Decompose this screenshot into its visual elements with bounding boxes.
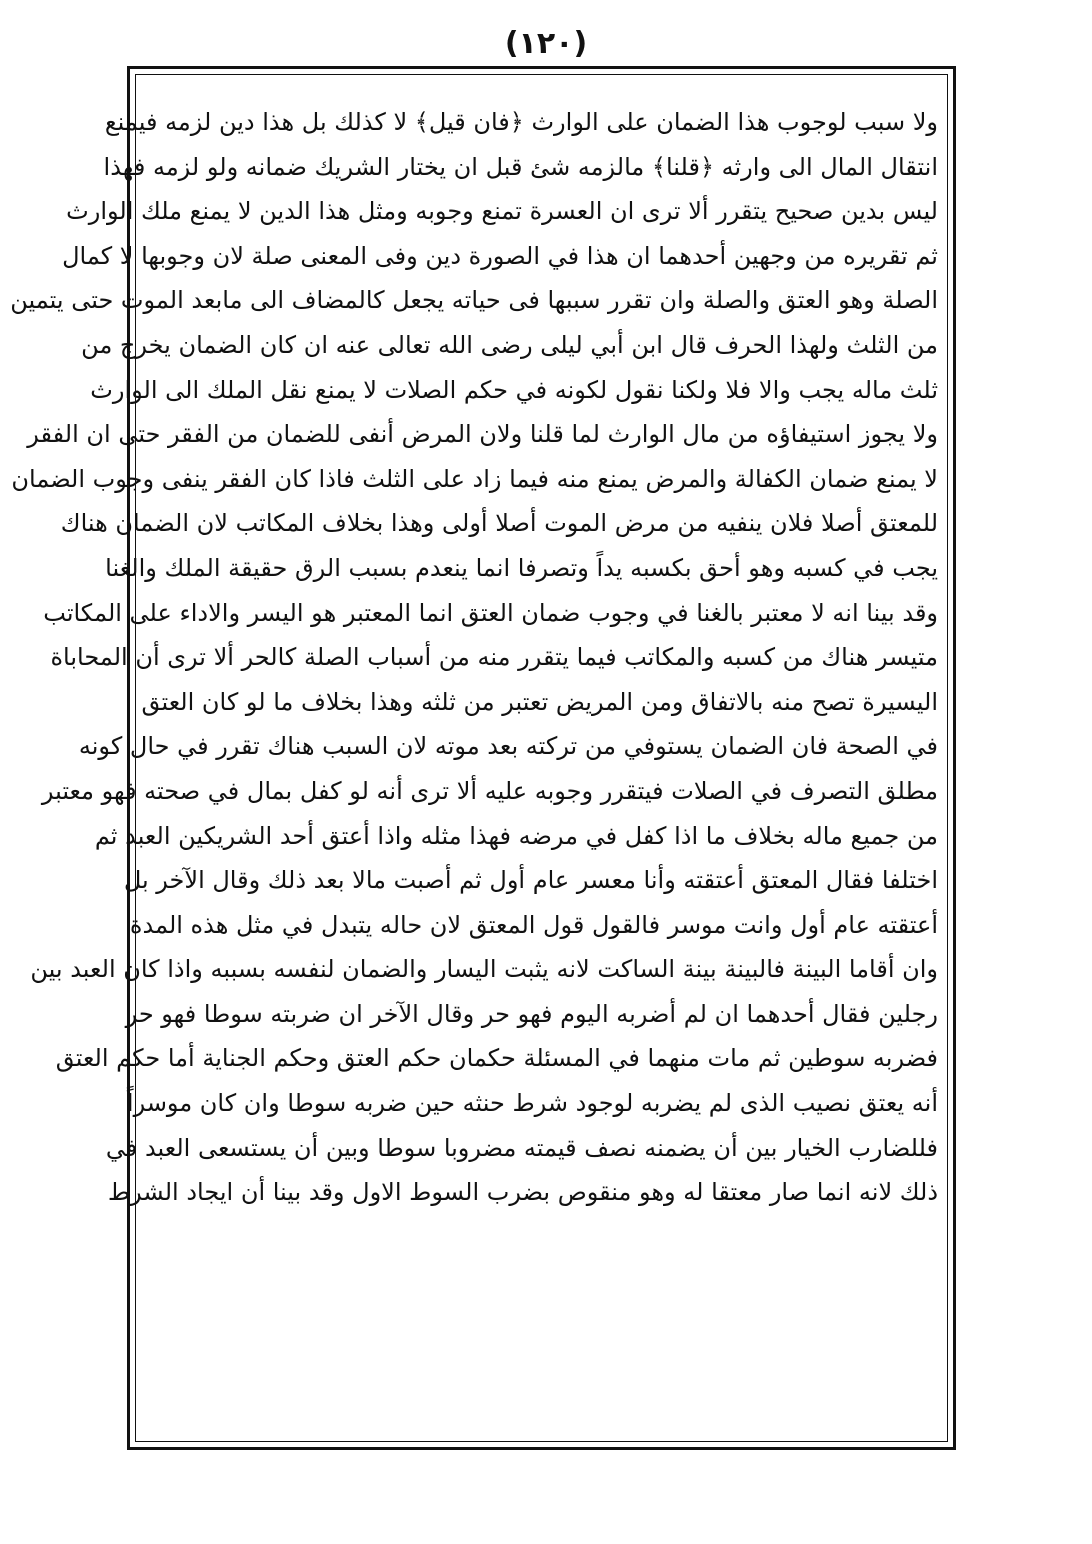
text-line: اليسيرة تصح منه بالاتفاق ومن المريض تعتبر من ثلثه وهذا بخلاف ما لو كان العتق — [141, 687, 938, 716]
text-line: الصلة وهو العتق والصلة وان تقرر سببها فى حياته يجعل كالمضاف الى مابعد الموت حتى يتمين — [10, 286, 938, 315]
text-line: ليس بدين صحيح يتقرر ألا ترى ان العسرة تمنع وجوبه ومثل هذا الدين لا يمنع ملك الوارث — [66, 197, 938, 226]
text-line: من جميع ماله بخلاف ما اذا كفل في مرضه فهذا مثله واذا أعتق أحد الشريكين العبد ثم — [94, 821, 938, 850]
text-line: ذلك لانه انما صار معتقا له وهو منقوص بضرب السوط الاول وقد بينا أن ايجاد الشرط — [107, 1178, 938, 1207]
text-line: ثم تقريره من وجهين أحدهما ان هذا في الصورة دين وفى المعنى صلة لان وجوبها لا كمال — [62, 241, 938, 270]
text-body — [10, 100, 938, 1215]
text-line: اختلفا فقال المعتق أعتقته وأنا معسر عام أول ثم أصبت مالا بعد ذلك وقال الآخر بل — [123, 866, 938, 895]
text-line: أعتقته عام أول وانت موسر فالقول قول المعتق لان حاله يتبدل في مثل هذه المدة — [129, 910, 938, 939]
page-number: (١٢٠) — [504, 26, 588, 61]
text-line: يجب في كسبه وهو أحق بكسبه يداً وتصرفا انما ينعدم بسبب الرق حقيقة الملك والغنا — [105, 553, 938, 582]
text-line: رجلين فقال أحدهما ان لم أضربه اليوم فهو حر وقال الآخر ان ضربته سوطا فهو حر — [125, 999, 938, 1028]
text-line: متيسر هناك من كسبه والمكاتب فيما يتقرر منه من أسباب الصلة كالحر ألا ترى أن المحاباة — [50, 643, 938, 672]
text-line: انتقال المال الى وارثه ﴿قلنا﴾ مالزمه شئ قبل ان يختار الشريك ضمانه ولو لزمه فهذا — [103, 152, 938, 181]
text-line: أنه يعتق نصيب الذى لم يضربه لوجود شرط حنثه حين ضربه سوطا وان كان موسراً — [126, 1089, 938, 1118]
text-line: وان أقاما البينة فالبينة بينة الساكت لانه يثبت اليسار والضمان لنفسه بسببه واذا كان العبد بين — [30, 955, 938, 984]
text-line: من الثلث ولهذا الحرف قال ابن أبي ليلى رضى الله تعالى عنه ان كان الضمان يخرج من — [81, 330, 938, 359]
text-line: للمعتق أصلا فلان ينفيه من مرض الموت أصلا أولى وهذا بخلاف المكاتب لان الضمان هناك — [60, 509, 938, 538]
text-line: لا يمنع ضمان الكفالة والمرض يمنع منه فيما زاد على الثلث فاذا كان الفقر ينفى وجوب الضمان — [11, 464, 938, 493]
text-line: ولا يجوز استيفاؤه من مال الوارث لما قلنا ولان المرض أنفى للضمان من الفقر حتى ان الفقر — [27, 420, 938, 449]
text-line: مطلق التصرف في الصلات فيتقرر وجوبه عليه ألا ترى أنه لو كفل بمال في صحته فهو معتبر — [41, 776, 938, 805]
text-line: ثلث ماله يجب والا فلا ولكنا نقول لكونه في حكم الصلات لا يمنع نقل الملك الى الوارث — [90, 375, 938, 404]
text-line: وقد بينا انه لا معتبر بالغنا في وجوب ضمان العتق انما المعتبر هو اليسر والاداء على المكاتب — [43, 598, 938, 627]
text-line: فضربه سوطين ثم مات منهما في المسئلة حكمان حكم العتق وحكم الجناية أما حكم العتق — [55, 1044, 938, 1073]
text-line: في الصحة فان الضمان يستوفي من تركته بعد موته لان السبب هناك تقرر في حال كونه — [78, 732, 938, 761]
text-line: فللضارب الخيار بين أن يضمنه نصف قيمته مضروبا سوطا وبين أن يستسعى العبد في — [105, 1133, 938, 1162]
text-line: ولا سبب لوجوب هذا الضمان على الوارث ﴿فان قيل﴾ لا كذلك بل هذا دين لزمه فيمنع — [104, 108, 938, 136]
